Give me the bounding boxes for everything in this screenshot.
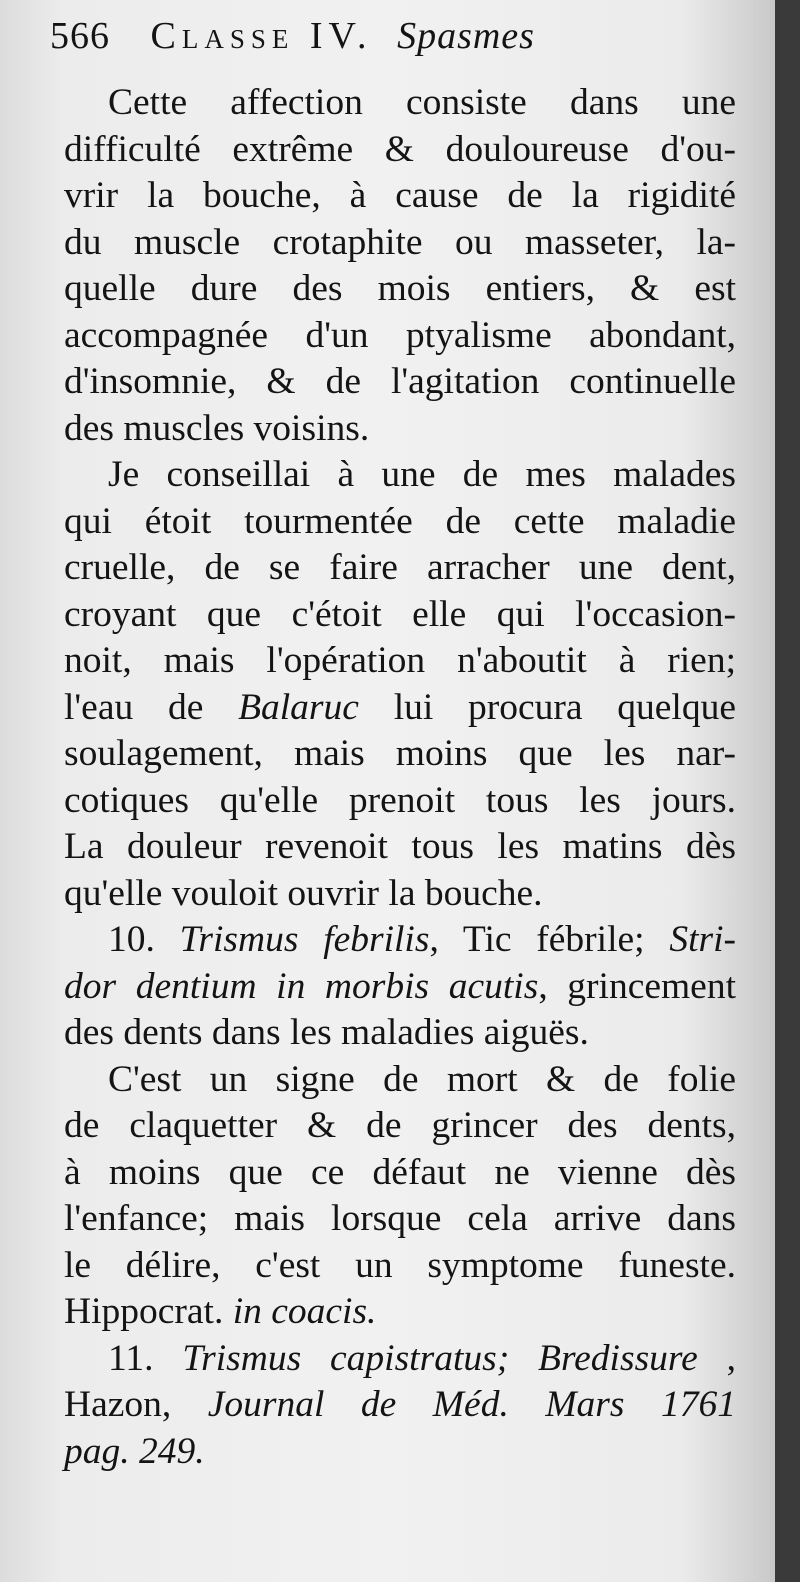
text-line: qu'elle vouloit ouvrir la bouche. — [64, 872, 543, 914]
place-name: Balaruc — [238, 686, 359, 728]
punctuation: , — [726, 1337, 736, 1379]
subject-title: Spasmes — [397, 15, 535, 57]
page-number: 566 — [50, 15, 110, 57]
text-line: des muscles voisins. — [64, 407, 370, 449]
text-line — [64, 964, 736, 1011]
page-reference: pag. 249. — [64, 1430, 205, 1472]
text-line: C'est un signe de mort & de folie — [108, 1058, 736, 1100]
running-header — [50, 14, 535, 58]
text-line: d'insomnie, & de l'agitation continuelle — [64, 361, 736, 402]
text-line: l'enfance; mais lorsque cela arrive dans — [64, 1198, 736, 1239]
entry-10 — [64, 917, 736, 1057]
text-line: soulagement, mais moins que les nar- — [64, 733, 736, 774]
latin-term: Trismus febrilis — [179, 919, 430, 960]
text-line: Cette affection consiste dans une — [108, 82, 736, 123]
text-line: La douleur revenoit tous les matins dès — [64, 826, 736, 867]
paragraph-2 — [64, 452, 736, 917]
text-line: des dents dans les maladies aiguës. — [64, 1012, 589, 1053]
entry-number: 10. — [108, 919, 155, 960]
french-term: , Tic fébrile; — [429, 919, 670, 960]
section-title: Classe IV. — [150, 15, 373, 57]
entry-number: 11. — [108, 1337, 154, 1379]
text-line: accompagnée d'un ptyalisme abondant, — [64, 314, 736, 356]
latin-term: Trismus capistratus; Bredissure — [182, 1337, 698, 1379]
gloss: , grincement — [538, 965, 736, 1007]
text-line: croyant que c'étoit elle qui l'occasion- — [64, 593, 736, 635]
latin-term: Stri- — [669, 919, 736, 960]
text-fragment: lui procura quelque — [358, 686, 736, 728]
citation-author: Hazon, — [64, 1384, 208, 1425]
text-line — [64, 1382, 736, 1429]
paragraph-1 — [64, 80, 736, 452]
text-line: vrir la bouche, à cause de la rigidité — [64, 175, 736, 216]
body-text — [64, 80, 736, 1475]
text-line: cotiques qu'elle prenoit tous les jours. — [64, 779, 736, 821]
citation-author: Hippocrat. — [64, 1291, 233, 1332]
text-line: difficulté extrême & douloureuse d'ou- — [64, 128, 736, 170]
citation-journal: Journal de Méd. Mars 1761 — [207, 1384, 736, 1425]
text-line: qui étoit tourmentée de cette maladie — [64, 500, 736, 542]
text-line: à moins que ce défaut ne vienne dès — [64, 1151, 736, 1193]
paragraph-3 — [64, 1057, 736, 1336]
text-fragment: l'eau de — [64, 686, 239, 728]
text-line: le délire, c'est un symptome funeste. — [64, 1244, 736, 1286]
text-line: cruelle, de se faire arracher une dent, — [64, 547, 736, 588]
text-line — [64, 1289, 736, 1336]
citation-work: in coacis. — [232, 1291, 377, 1332]
text-line — [64, 1336, 736, 1383]
entry-11 — [64, 1336, 736, 1476]
text-line: noit, mais l'opération n'aboutit à rien; — [64, 640, 736, 681]
text-line: de claquetter & de grincer des dents, — [64, 1105, 736, 1146]
text-line: quelle dure des mois entiers, & est — [64, 268, 736, 309]
text-line: Je conseillai à une de mes malades — [108, 454, 736, 495]
latin-term: dor dentium in morbis acutis — [64, 965, 539, 1007]
text-line — [64, 685, 736, 732]
text-line: du muscle crotaphite ou masseter, la- — [64, 221, 736, 263]
text-line — [64, 917, 736, 964]
